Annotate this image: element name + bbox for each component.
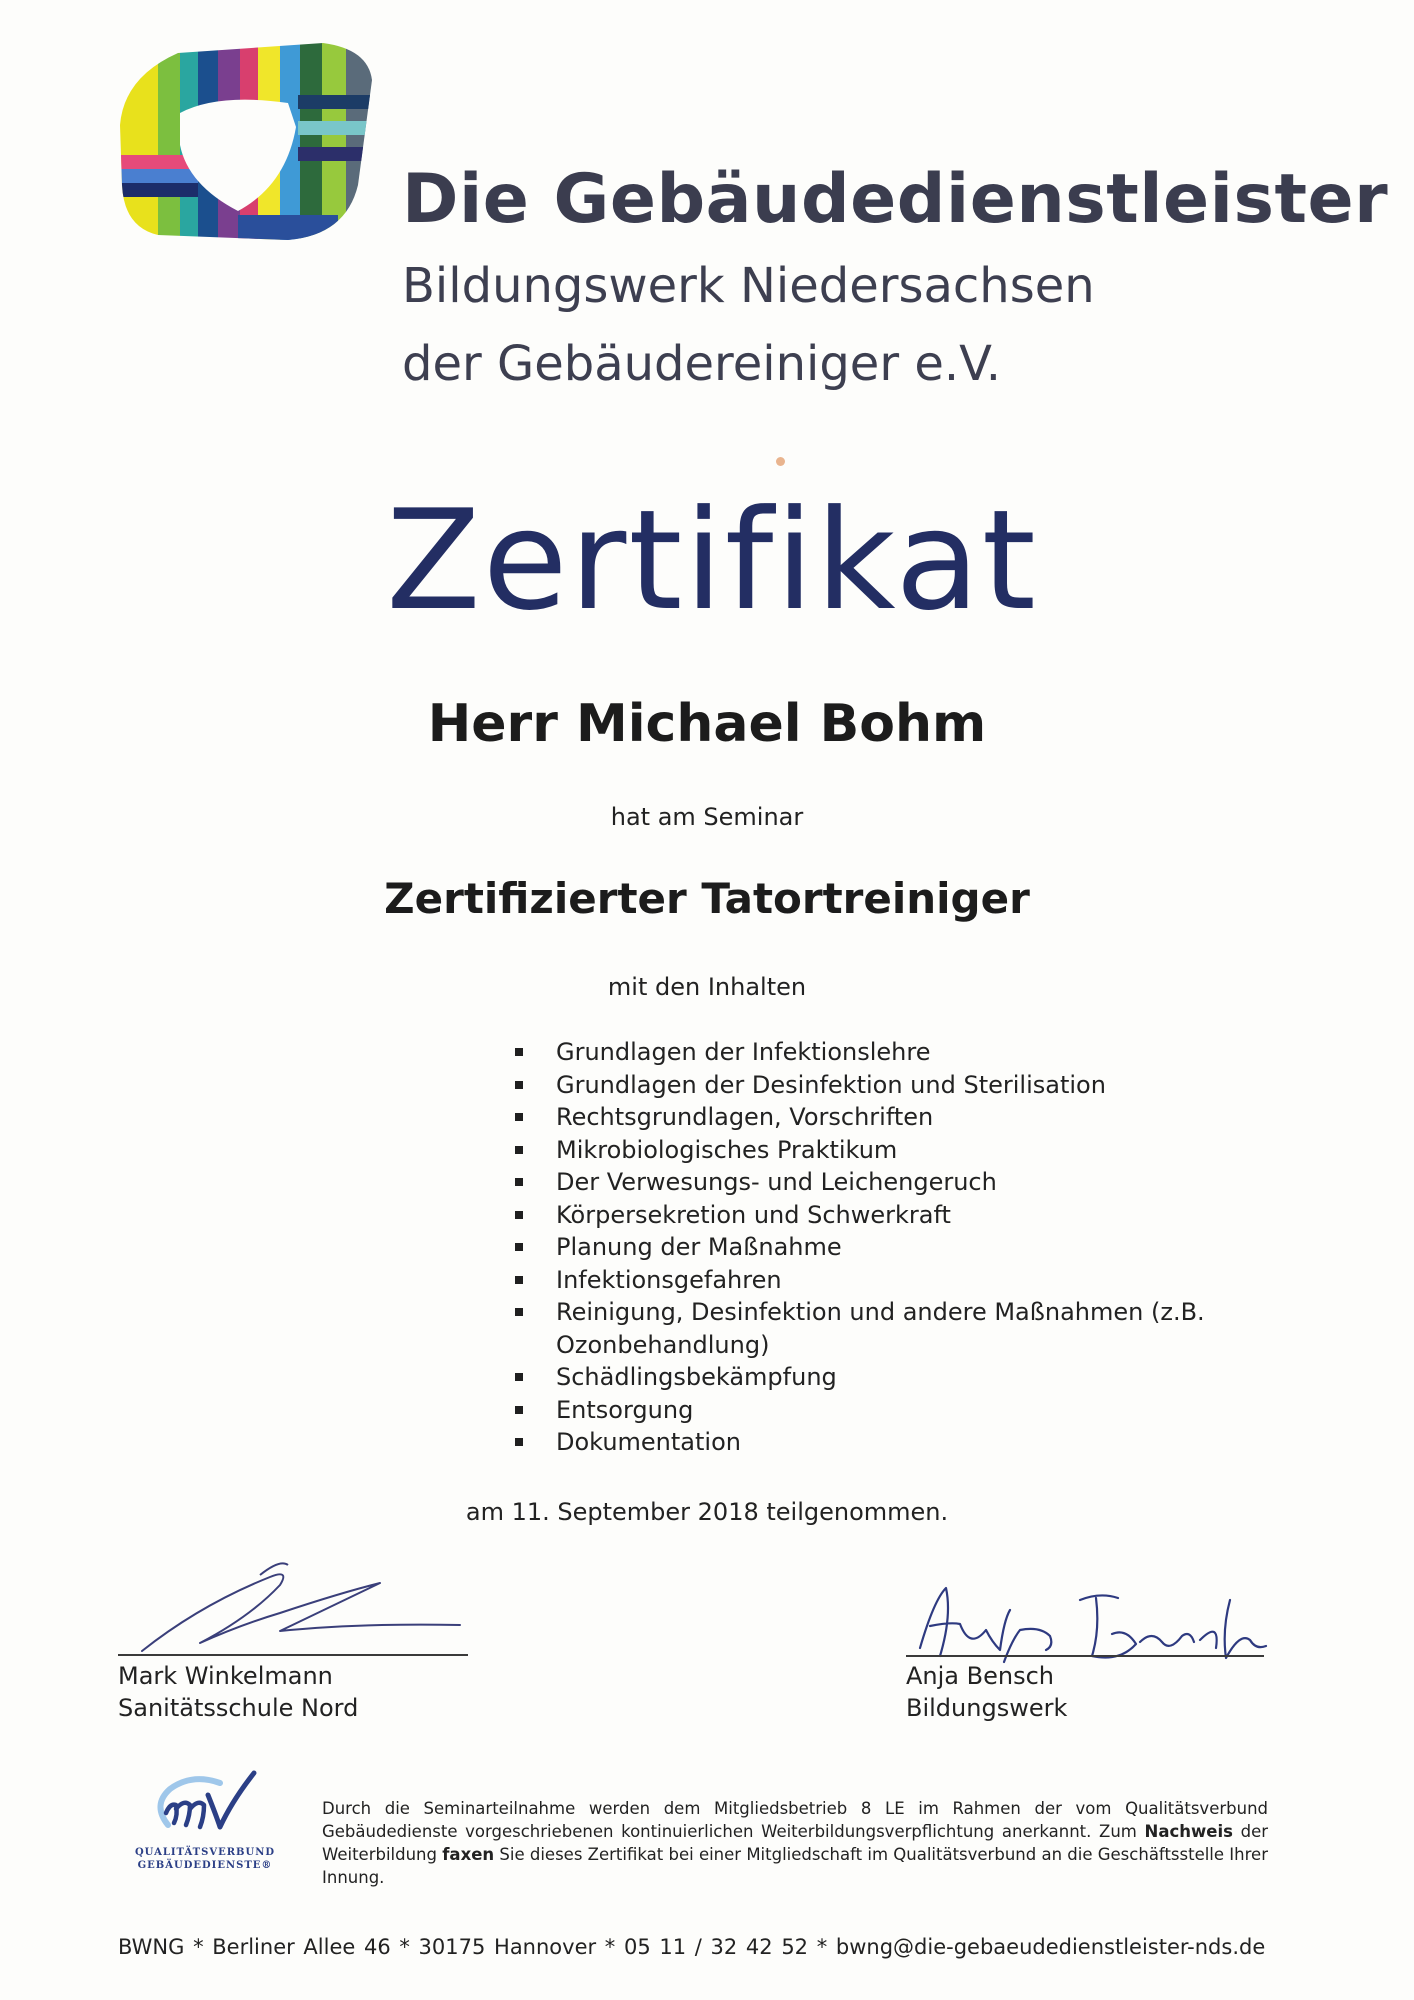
quality-mark-line2: GEBÄUDEDIENSTE® — [137, 1860, 273, 1871]
contents-intro-text: mit den Inhalten — [607, 973, 807, 1001]
list-item: Entsorgung — [512, 1394, 1232, 1427]
list-item: Infektionsgefahren — [512, 1264, 1232, 1297]
seminar-intro-text: hat am Seminar — [610, 803, 804, 831]
signatory-right-org: Bildungswerk — [906, 1694, 1068, 1722]
square-bullet-icon — [515, 1178, 523, 1186]
square-bullet-icon — [515, 1113, 523, 1121]
certificate-title: Zertifikat — [386, 480, 1038, 641]
signatory-left-name: Mark Winkelmann — [118, 1662, 333, 1690]
list-item: Planung der Maßnahme — [512, 1231, 1232, 1264]
list-item: Schädlingsbekämpfung — [512, 1361, 1232, 1394]
list-item: Mikrobiologisches Praktikum — [512, 1134, 1232, 1167]
quality-association-logo-icon — [150, 1765, 260, 1843]
list-item: Grundlagen der Desinfektion und Sterilisation — [512, 1069, 1232, 1102]
square-bullet-icon — [515, 1406, 523, 1414]
list-item: Körpersekretion und Schwerkraft — [512, 1199, 1232, 1232]
footer-address: BWNG * Berliner Allee 46 * 30175 Hannover * 05 11 / 32 42 52 * bwng@die-gebaeudedienstleister-nds.de — [118, 1935, 1266, 1959]
square-bullet-icon — [515, 1308, 523, 1316]
signature-line-left — [118, 1654, 468, 1656]
seminar-title: Zertifizierter Tatortreiniger — [384, 874, 1030, 923]
square-bullet-icon — [515, 1373, 523, 1381]
continuing-education-note: Durch die Seminarteilnahme werden dem Mitgliedsbetrieb 8 LE im Rahmen der vom Qualitätsverbund Gebäudedienste vorgeschriebenen kontinuierlichen Weiterbildungsverpflichtung anerkannt. Zum Nachweis der Weiterbildung faxen Sie dieses Zertifikat bei einer Mitgliedschaft im Qualitätsverbund an die Geschäftsstelle Ihrer Innung. — [322, 1799, 1269, 1887]
signatory-left-org: Sanitätsschule Nord — [118, 1694, 359, 1722]
quality-mark-line1: QUALITÄTSVERBUND — [134, 1847, 276, 1858]
decorative-dot — [776, 457, 785, 466]
participation-date: am 11. September 2018 teilgenommen. — [465, 1498, 949, 1526]
organization-subtitle-line2: der Gebäudereiniger e.V. — [402, 336, 1002, 392]
list-item: Der Verwesungs- und Leichengeruch — [512, 1166, 1232, 1199]
list-item: Dokumentation — [512, 1426, 1232, 1459]
topics-list — [512, 1036, 1232, 1459]
square-bullet-icon — [515, 1081, 523, 1089]
square-bullet-icon — [515, 1276, 523, 1284]
signatory-right-name: Anja Bensch — [906, 1662, 1054, 1690]
square-bullet-icon — [515, 1146, 523, 1154]
square-bullet-icon — [515, 1438, 523, 1446]
list-item: Rechtsgrundlagen, Vorschriften — [512, 1101, 1232, 1134]
organization-logo-icon — [118, 35, 380, 245]
square-bullet-icon — [515, 1211, 523, 1219]
square-bullet-icon — [515, 1048, 523, 1056]
recipient-name: Herr Michael Bohm — [427, 694, 987, 754]
list-item: Grundlagen der Infektionslehre — [512, 1036, 1232, 1069]
organization-subtitle-line1: Bildungswerk Niedersachsen — [402, 258, 1095, 314]
square-bullet-icon — [515, 1243, 523, 1251]
signature-line-right — [906, 1655, 1264, 1657]
list-item: Reinigung, Desinfektion und andere Maßnahmen (z.B. Ozonbehandlung) — [512, 1296, 1232, 1361]
organization-name: Die Gebäudedienstleister — [402, 160, 1389, 239]
signature-left-icon — [130, 1555, 470, 1665]
